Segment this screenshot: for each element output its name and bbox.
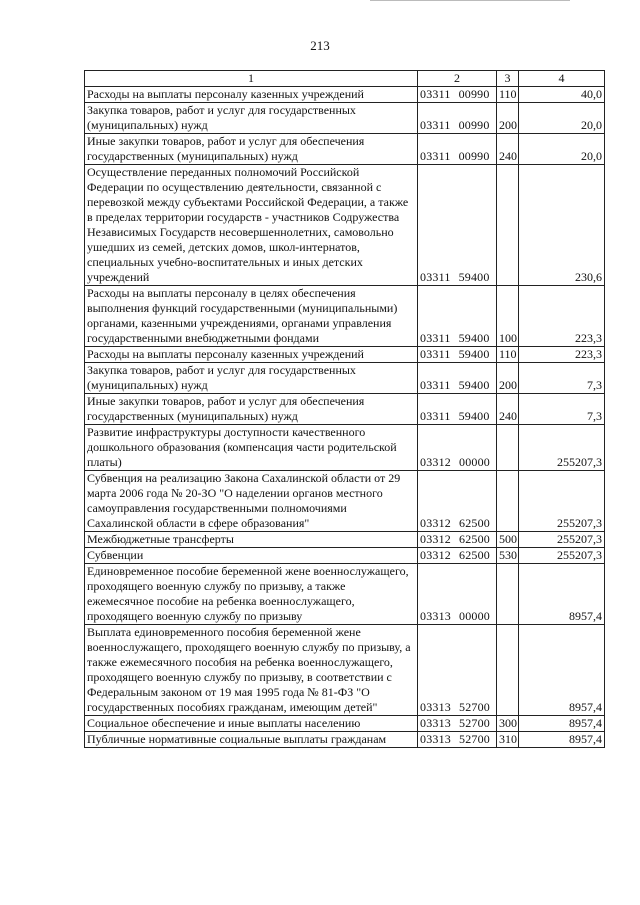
row-description: Выплата единовременного пособия беременной жене военнослужащего, проходящего военную службу по призыву, а также ежемесячного пособия на ребенка военнослужащего, проходящего военную службу по призыву, в соответствии с Федеральным законом от 19 мая 1995 года № 81-ФЗ "О государственных пособиях гражданам, имеющим детей" (85, 625, 418, 716)
row-amount: 8957,4 (519, 732, 605, 748)
row-code: 03312 62500 (418, 532, 497, 548)
row-code: 03311 59400 (418, 394, 497, 425)
row-description: Закупка товаров, работ и услуг для государственных (муниципальных) нужд (85, 363, 418, 394)
row-code: 03312 62500 (418, 548, 497, 564)
table-row (85, 625, 605, 716)
column-header-3: 3 (497, 71, 519, 87)
row-amount: 8957,4 (519, 625, 605, 716)
row-code: 03312 00000 (418, 425, 497, 471)
row-description: Расходы на выплаты персоналу казенных учреждений (85, 347, 418, 363)
row-amount: 255207,3 (519, 471, 605, 532)
row-amount: 223,3 (519, 286, 605, 347)
column-header-4: 4 (519, 71, 605, 87)
table-row (85, 103, 605, 134)
row-type-code: 200 (497, 103, 519, 134)
table-row (85, 87, 605, 103)
row-amount: 230,6 (519, 165, 605, 286)
row-type-code (497, 165, 519, 286)
budget-table (84, 70, 605, 748)
row-description: Публичные нормативные социальные выплаты гражданам (85, 732, 418, 748)
page-number: 213 (310, 38, 330, 53)
row-type-code: 100 (497, 286, 519, 347)
row-description: Развитие инфраструктуры доступности качественного дошкольного образования (компенсация части родительской платы) (85, 425, 418, 471)
row-type-code: 110 (497, 347, 519, 363)
row-code: 03313 52700 (418, 716, 497, 732)
row-type-code (497, 564, 519, 625)
scan-edge-mark (370, 0, 570, 1)
row-type-code (497, 625, 519, 716)
table-row (85, 732, 605, 748)
column-header-2: 2 (418, 71, 497, 87)
row-description: Социальное обеспечение и иные выплаты населению (85, 716, 418, 732)
row-code: 03311 59400 (418, 165, 497, 286)
row-type-code: 310 (497, 732, 519, 748)
table-row (85, 347, 605, 363)
row-amount: 7,3 (519, 363, 605, 394)
row-amount: 255207,3 (519, 532, 605, 548)
row-amount: 7,3 (519, 394, 605, 425)
row-code: 03311 59400 (418, 363, 497, 394)
row-description: Единовременное пособие беременной жене военнослужащего, проходящего военную службу по призыву, а также ежемесячное пособие на ребенка военнослужащего, проходящего военную службу по призыву (85, 564, 418, 625)
row-description: Осуществление переданных полномочий Российской Федерации по осуществлению деятельности, связанной с перевозкой между субъектами Российской Федерации, а также в пределах территории государств - участников Содружества Независимых Государств несовершеннолетних, самовольно ушедших из семей, детских домов, школ-интернатов, специальных учебно-воспитательных и иных детских учреждений (85, 165, 418, 286)
row-type-code: 240 (497, 394, 519, 425)
row-type-code: 110 (497, 87, 519, 103)
header-row (85, 71, 605, 87)
column-header-1: 1 (85, 71, 418, 87)
row-description: Расходы на выплаты персоналу в целях обеспечения выполнения функций государственными (муниципальными) органами, казенными учреждениями, органами управления государственными внебюджетными фондами (85, 286, 418, 347)
table-row (85, 425, 605, 471)
row-description: Иные закупки товаров, работ и услуг для обеспечения государственных (муниципальных) нужд (85, 394, 418, 425)
row-amount: 255207,3 (519, 425, 605, 471)
row-type-code (497, 425, 519, 471)
row-description: Расходы на выплаты персоналу казенных учреждений (85, 87, 418, 103)
table-row (85, 134, 605, 165)
row-description: Закупка товаров, работ и услуг для государственных (муниципальных) нужд (85, 103, 418, 134)
row-code: 03311 00990 (418, 103, 497, 134)
row-amount: 20,0 (519, 103, 605, 134)
row-code: 03311 00990 (418, 134, 497, 165)
row-code: 03312 62500 (418, 471, 497, 532)
row-code: 03311 59400 (418, 286, 497, 347)
table-row (85, 363, 605, 394)
row-code: 03311 59400 (418, 347, 497, 363)
table-row (85, 471, 605, 532)
row-amount: 255207,3 (519, 548, 605, 564)
row-type-code: 530 (497, 548, 519, 564)
row-code: 03313 52700 (418, 732, 497, 748)
row-type-code: 200 (497, 363, 519, 394)
row-type-code: 500 (497, 532, 519, 548)
row-description: Межбюджетные трансферты (85, 532, 418, 548)
table-row (85, 716, 605, 732)
row-code: 03311 00990 (418, 87, 497, 103)
row-amount: 8957,4 (519, 716, 605, 732)
table-row (85, 394, 605, 425)
row-amount: 8957,4 (519, 564, 605, 625)
table-row (85, 564, 605, 625)
table-row (85, 286, 605, 347)
row-description: Субвенции (85, 548, 418, 564)
row-description: Субвенция на реализацию Закона Сахалинской области от 29 марта 2006 года № 20-ЗО "О наделении органов местного самоуправления государственными полномочиями Сахалинской области в сфере образования" (85, 471, 418, 532)
table-row (85, 532, 605, 548)
row-amount: 40,0 (519, 87, 605, 103)
table-row (85, 548, 605, 564)
row-amount: 20,0 (519, 134, 605, 165)
row-code: 03313 00000 (418, 564, 497, 625)
row-code: 03313 52700 (418, 625, 497, 716)
table-row (85, 165, 605, 286)
row-type-code: 300 (497, 716, 519, 732)
row-amount: 223,3 (519, 347, 605, 363)
row-description: Иные закупки товаров, работ и услуг для обеспечения государственных (муниципальных) нужд (85, 134, 418, 165)
row-type-code (497, 471, 519, 532)
row-type-code: 240 (497, 134, 519, 165)
